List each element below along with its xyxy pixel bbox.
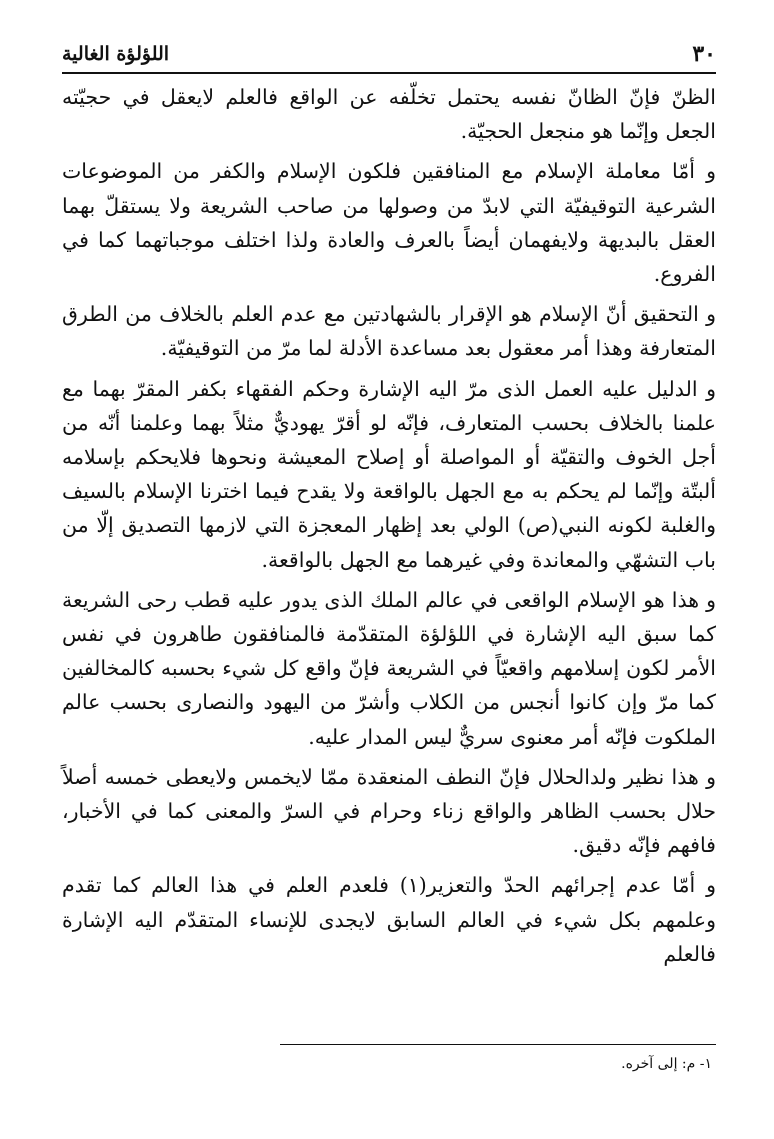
header-rule [62,72,716,74]
paragraph: الظنّ فإنّ الظانّ نفسه يحتمل تخلّفه عن الواقع فالعلم لايعقل في حجيّته الجعل وإنّما هو منجعل الحجيّة. [62,85,716,144]
paragraph: و أمّا معاملة الإسلام مع المنافقين فلكون الإسلام والكفر من الموضوعات الشرعية التوقيفيّة التي لابدّ من وصولها من صاحب الشريعة ولا يستقلّ بهما العقل بالبديهة ولايفهمان أيضاً بالعرف والعادة ولذا اختلف موجباتهما كما في الفروع. [62,159,716,287]
paragraph: و التحقيق أنّ الإسلام هو الإقرار بالشهادتين مع عدم العلم بالخلاف من الطرق المتعارفة وهذا أمر معقول بعد مساعدة الأدلة لما مرّ من التوقيفيّة. [62,302,716,361]
paragraph: و هذا هو الإسلام الواقعى في عالم الملك الذى يدور عليه قطب رحى الشريعة كما سبق اليه الإشارة في اللؤلؤة المتقدّمة فالمنافقون طاهرون في نفس الأمر لكون إسلامهم واقعيّاً في الشريعة فإنّ واقع كل شيء بحسبه كالمخالفين كما مرّ وإن كانوا أنجس من الكلاب وأشرّ من اليهود والنصارى بحسب عالم الملكوت فإنّه أمر معنوى سريٌّ ليس المدار عليه. [62,587,716,749]
paragraph: و الدليل عليه العمل الذى مرّ اليه الإشارة وحكم الفقهاء بكفر المقرّ بهما مع علمنا بالخلاف بحسب المتعارف، فإنّه لو أقرّ يهوديٌّ مثلاً بهما وعلمنا أنّه من أجل الخوف والتقيّة أو المواصلة أو إصلاح المعيشة ونحوها فلايحكم بإسلامه ألبتّة وإنّما لم يحكم به مع الجهل بالواقعة ولا يقدح فيما اخترنا الإسلام بالسيف والغلبة لكونه النبي(ص) الولي بعد إظهار المعجزة التي لازمها التصديق إلّا من باب التشهّي والمعاندة وفي غيرهما مع الجهل بالواقعة. [62,376,716,572]
running-title: اللؤلؤة الغالية [62,43,170,65]
footnote: ١- م: إلى آخره. [621,1056,712,1072]
paragraph: و أمّا عدم إجرائهم الحدّ والتعزير(١) فلعدم العلم في هذا العالم كما تقدم وعلمهم بكل شيء في العالم السابق لايجدى للإنساء المتقدّم اليه الإشارة فالعلم [62,873,716,966]
footnote-rule [280,1044,716,1045]
page-number: ٣٠ [692,41,716,67]
paragraph: و هذا نظير ولدالحلال فإنّ النطف المنعقدة ممّا لايخمس ولايعطى خمسه أصلاً حلال بحسب الظاهر والواقع زناء وحرام في السرّ والمعنى كما في الأخبار، فافهم فإنّه دقيق. [62,764,716,858]
page-header [62,38,716,70]
body-text [62,80,716,971]
